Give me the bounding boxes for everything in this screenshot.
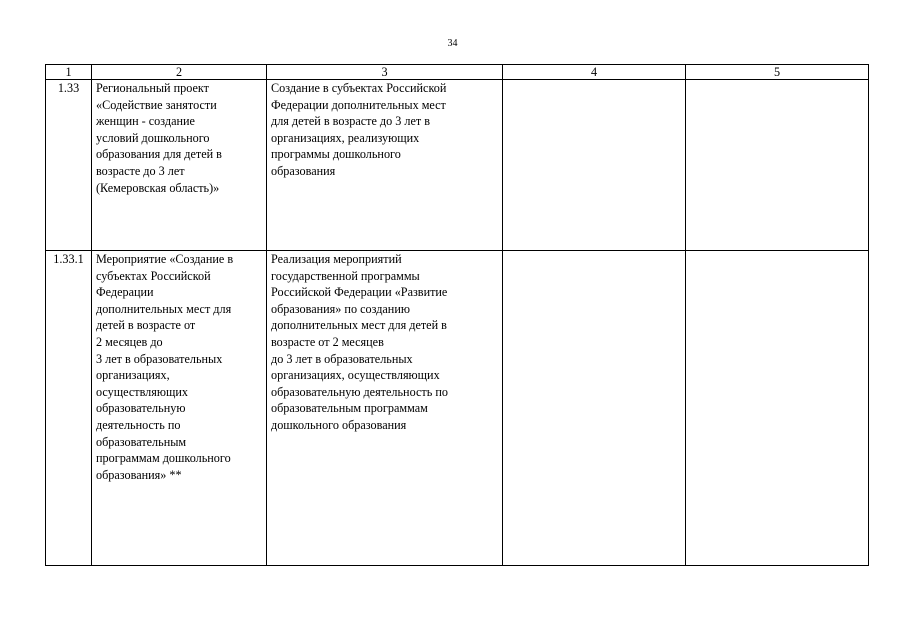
measures-table <box>45 64 869 566</box>
row-number-cell: 1.33.1 <box>46 251 92 566</box>
empty-cell-col-5 <box>686 80 869 251</box>
row-number-cell: 1.33 <box>46 80 92 251</box>
empty-cell-col-4 <box>503 80 686 251</box>
header-col-5: 5 <box>686 65 869 80</box>
header-col-2: 2 <box>92 65 267 80</box>
description-cell: Создание в субъектах Российской Федерации дополнительных мест для детей в возрасте до 3 лет в организациях, реализующих программы дошкольного образования <box>267 80 503 251</box>
header-col-4: 4 <box>503 65 686 80</box>
header-col-1: 1 <box>46 65 92 80</box>
description-cell: Реализация мероприятий государственной программы Российской Федерации «Развитие образования» по созданию дополнительных мест для детей в возрасте от 2 месяцев до 3 лет в образовательных организациях, осуществляющих образовательную деятельность по образовательным программам дошкольного образования <box>267 251 503 566</box>
empty-cell-col-5 <box>686 251 869 566</box>
project-name-cell: Мероприятие «Создание в субъектах Российской Федерации дополнительных мест для детей в возрасте от 2 месяцев до 3 лет в образовательных организациях, осуществляющих образовательную деятельность по образовательным программам дошкольного образования» ** <box>92 251 267 566</box>
table-row <box>46 251 869 566</box>
project-name-cell: Региональный проект «Содействие занятости женщин - создание условий дошкольного образования для детей в возрасте до 3 лет (Кемеровская область)» <box>92 80 267 251</box>
table-row <box>46 80 869 251</box>
table-header-row <box>46 65 869 80</box>
header-col-3: 3 <box>267 65 503 80</box>
page-number: 34 <box>447 38 458 49</box>
empty-cell-col-4 <box>503 251 686 566</box>
